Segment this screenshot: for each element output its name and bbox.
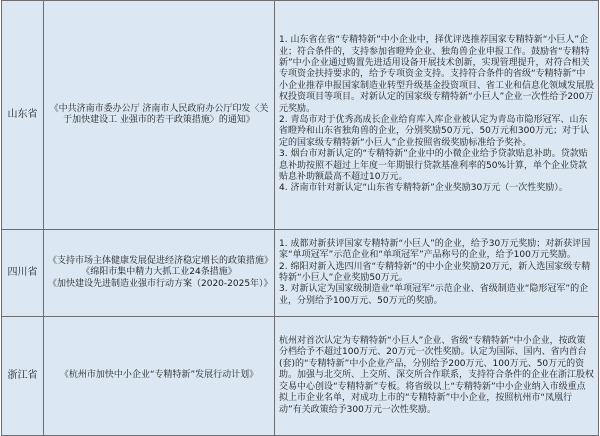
province-cell (2, 317, 44, 436)
province-cell (2, 230, 44, 317)
table-row (2, 317, 599, 436)
documents-cell (44, 1, 275, 230)
table-row (2, 1, 599, 230)
detail-item: 2. 青岛市对于优秀高成长企业给育库入库企业被认定为青岛市隐形冠军、山东省瞪羚和山东省独角兽的企业，分别奖励50万元、50万元和300万元；对于认定的国家级专精特新“小巨人”企业按照省级奖励标准给予奖补。 (279, 115, 590, 148)
province-name: 浙江省 (7, 370, 38, 382)
table-row (2, 230, 599, 317)
details-cell (275, 1, 599, 230)
document-title: 《加快建设先进制造业强市行动方案（2020-2025年）》 (48, 278, 273, 289)
documents-cell (44, 317, 275, 436)
detail-item: 2. 绵阳对新入选四川省“专精特新”的中小企业奖励20万元，新入选国家级专精特新“小巨人”企业奖励50万元。 (279, 261, 591, 283)
document-title: 《杭州市加快中小企业“专精特新”发展行动计划》 (59, 370, 259, 381)
policy-table (1, 0, 599, 436)
document-title: 《中共济南市委办公厅 济南市人民政府办公厅印发〈关于加快建设工 业强市的若干政策措施〉的通知》 (49, 103, 269, 125)
details-cell (275, 230, 599, 317)
detail-item: 4. 济南市针对新认定“山东省专精特新”企业奖励30万元（一次性奖励）。 (279, 183, 568, 194)
detail-item: 1. 成都对新获评国家专精特新“小巨人”的企业，给予30万元奖励；对新获评国家“单项冠军”示范企业和“单项冠军”产品称号的企业，给予100万元奖励。 (279, 238, 591, 261)
details-cell (275, 317, 599, 436)
province-name: 山东省 (7, 109, 38, 121)
detail-item: 杭州对首次认定为专精特新“小巨人”企业、省级“专精特新”中小企业，按政策分档给予不超过100万元、20万元一次性奖励。认定为国际、国内、省内首台(套)的“专精特新”中小企业产品，分别给予200万元、100万元、50万元的资助。加强与北交所、上交所、深交所合作联系，支持符合条件的企业在浙江股权交易中心创设“专精特新”专板。将省级以上“专精特新”中小企业纳入市级重点拟上市企业名单，对成功上市的“专精特新”中小企业，按照杭州市“凤凰行动”有关政策给予300万元一次性奖励。 (279, 336, 595, 415)
detail-item: 3. 烟台市对新认定的“专精特新”企业中的小微企业给予贷款贴息补助。贷款贴息补助按照不超过上年度一年期银行贷款基准利率的50%计算，单个企业贷款贴息补助额最高不超过10万元。 (279, 149, 588, 183)
province-cell (2, 1, 44, 230)
document-title: 《支持市场主体健康发展促进经济稳定增长的政策措施》 (48, 255, 274, 266)
province-name: 四川省 (7, 267, 38, 279)
document-title: 《绵阳市集中精力大抓工业24条措施》 (81, 267, 237, 278)
detail-item: 3. 对新认定为国家级制造业“单项冠军”示范企业、省级制造业“隐形冠军”的企业，分别给予100万元、50万元的奖励。 (279, 284, 589, 306)
detail-item: 1. 山东省在省“专精特新”中小企业中，择优评选推荐国家专精特新“小巨人”企业；符合条件的，支持参加省瞪羚企业、独角兽企业申报工作。鼓励省“专精特新”中小企业通过购置先进适用设备开展技术创新，实现管理提升，对符合相关专项资金扶持要求的，给予专项资金支持。支持符合条件的省级“专精特新”中小企业推荐申报国家制造业转型升级基金投资项目、省工业和信息化领域发展股权投资项目等项目。对新认定的国家级专精特新“小巨人”企业一次性给予200万元奖励。 (279, 35, 595, 114)
documents-cell (44, 230, 275, 317)
